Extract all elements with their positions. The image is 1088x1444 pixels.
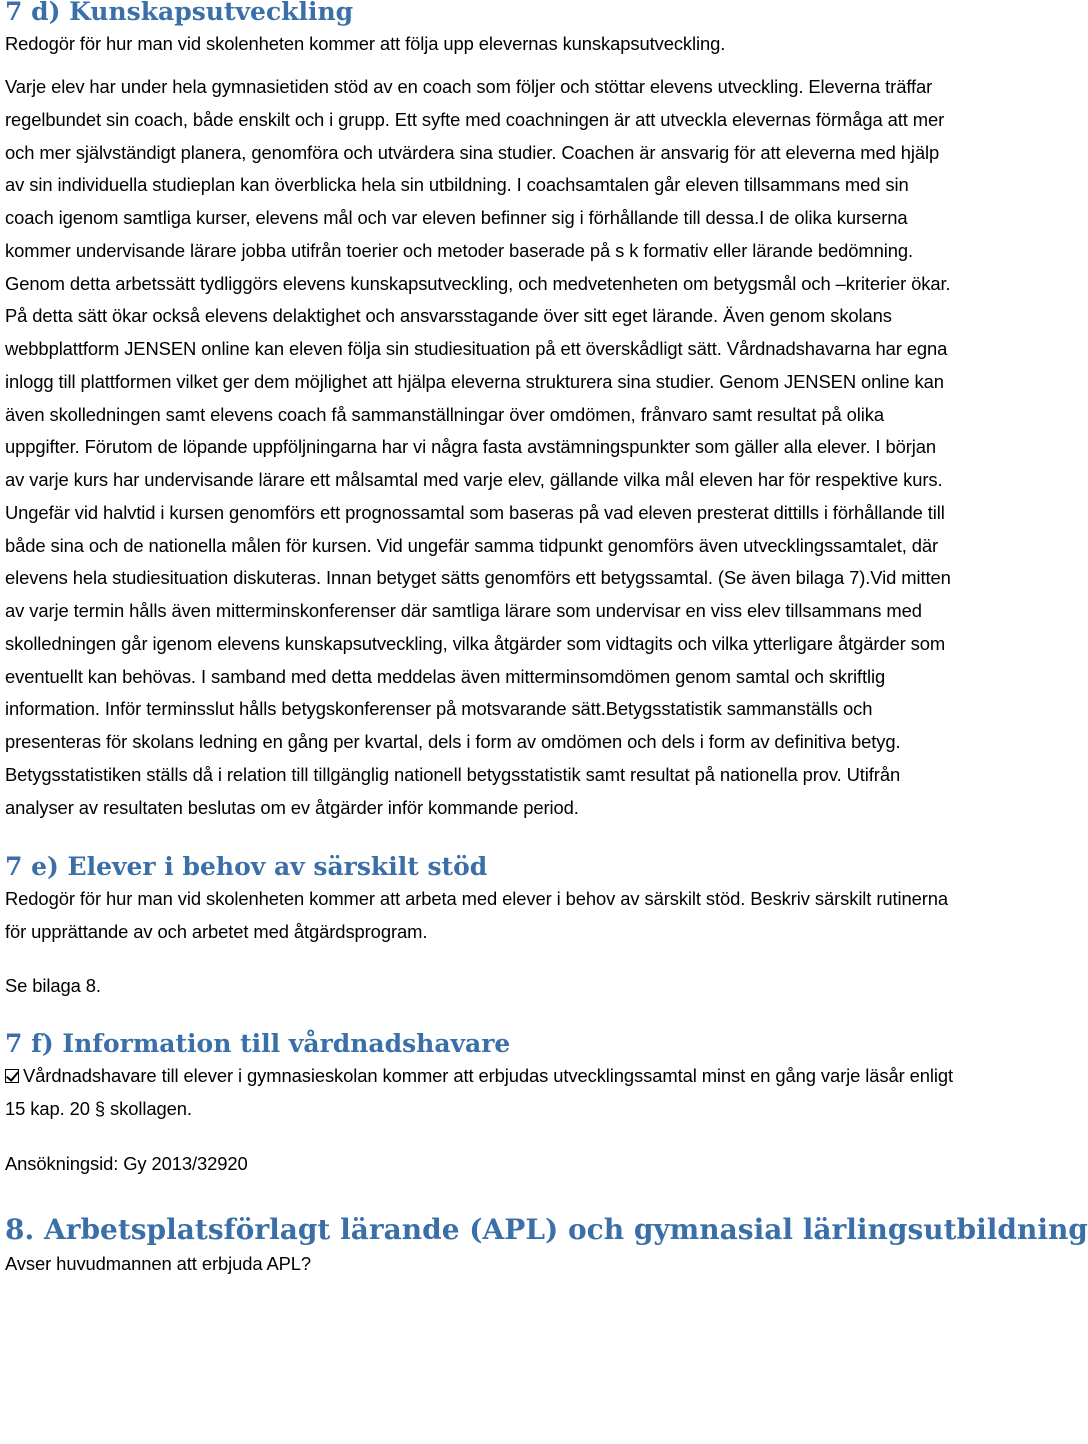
section-7d-question: Redogör för hur man vid skolenheten kommer att följa upp elevernas kunskapsutveckling. [5,33,726,54]
document-page [5,0,1088,1281]
section-8-question: Avser huvudmannen att erbjuda APL? [5,1253,312,1275]
section-7e-heading: 7 e) Elever i behov av särskilt stöd [5,852,488,882]
section-7d-body: Varje elev har under hela gymnasietiden stöd av en coach som följer och stöttar elevens utveckling. Eleverna träffar regelbundet sin coach, både enskilt och i grupp. Ett syfte med coachningen är att utveckla elevernas förmåga att mer och mer självständigt planera, genomföra och utvärdera sina studier. Coachen är ansvarig för att eleverna med hjälp av sin individuella studieplan kan överblicka hela sin utbildning. I coachsamtalen går eleven tillsammans med sin coach igenom samtliga kurser, elevens mål och var eleven befinner sig i förhållande till dessa.I de olika kurserna kommer undervisande lärare jobba utifrån toerier och metoder baserade på s k formativ eller lärande bedömning. Genom detta arbetssätt tydliggörs elevens kunskapsutveckling, och medvetenheten om betygsmål och –kriterier ökar. På detta sätt ökar också elevens delaktighet och ansvarsstagande över sitt eget lärande. Även genom skolans webbplattform JENSEN online kan eleven följa sin studiesituation på ett överskådligt sätt. Vårdnadshavarna har egna inlogg till plattformen vilket ger dem möjlighet att hjälpa eleverna strukturera sina studier. Genom JENSEN online kan även skolledningen samt elevens coach få sammanställningar över omdömen, frånvaro samt resultat på olika uppgifter. Förutom de löpande uppföljningarna har vi några fasta avstämningspunkter som gäller alla elever. I början av varje kurs har undervisande lärare ett målsamtal med varje elev, gällande vilka mål eleven har för respektive kurs. Ungefär vid halvtid i kursen genomförs ett prognossamtal som baseras på vad eleven presterat dittills i förhållande till både sina och de nationella målen för kursen. Vid ungefär samma tidpunkt genomförs även utvecklingssamtalet, där elevens hela studiesituation diskuteras. Innan betyget sätts genomförs ett betygssamtal. (Se även bilaga 7).Vid mitten av varje termin hålls även mitterminskonferenser där samtliga lärare som undervisar en viss elev tillsammans med skolledningen går igenom elevens kunskapsutveckling, vilka åtgärder som vidtagits och vilka ytterligare åtgärder som eventuellt kan behövas. I samband med detta meddelas även mitterminsomdömen genom samtal och skriftlig information. Inför terminsslut hålls betygskonferenser på motsvarande sätt.Betygsstatistik sammanställs och presenteras för skolans ledning en gång per kvartal, dels i form av omdömen och dels i form av definitiva betyg. Betygsstatistiken ställs då i relation till tillgänglig nationell betygsstatistik samt resultat på nationella prov. Utifrån analyser av resultaten beslutas om ev åtgärder inför kommande period. [5,76,951,818]
section-8-title: Arbetsplatsförlagt lärande (APL) och gymnasial lärlingsutbildning [43,1213,1088,1247]
section-8-heading [5,1212,1088,1248]
section-7d-heading: 7 d) Kunskapsutveckling [5,0,354,26]
checked-checkbox-icon[interactable] [5,1069,19,1083]
checkbox-label: Vårdnadshavare till elever i gymnasieskolan kommer att erbjudas utvecklingssamtal minst en gång varje läsår enligt 15 kap. 20 § skollagen. [5,1065,954,1120]
application-id: Ansökningsid: Gy 2013/32920 [5,1152,248,1174]
section-8-number: 8. [5,1213,35,1247]
section-7e-question: Redogör för hur man vid skolenheten kommer att arbeta med elever i behov av särskilt stöd. Beskriv särskilt rutinerna för upprättande av och arbetet med åtgärdsprogram. [5,888,948,942]
section-7f-heading: 7 f) Information till vårdnadshavare [5,1029,511,1059]
section-7e-answer: Se bilaga 8. [5,974,101,996]
section-7f-checkbox-statement [5,1060,957,1125]
